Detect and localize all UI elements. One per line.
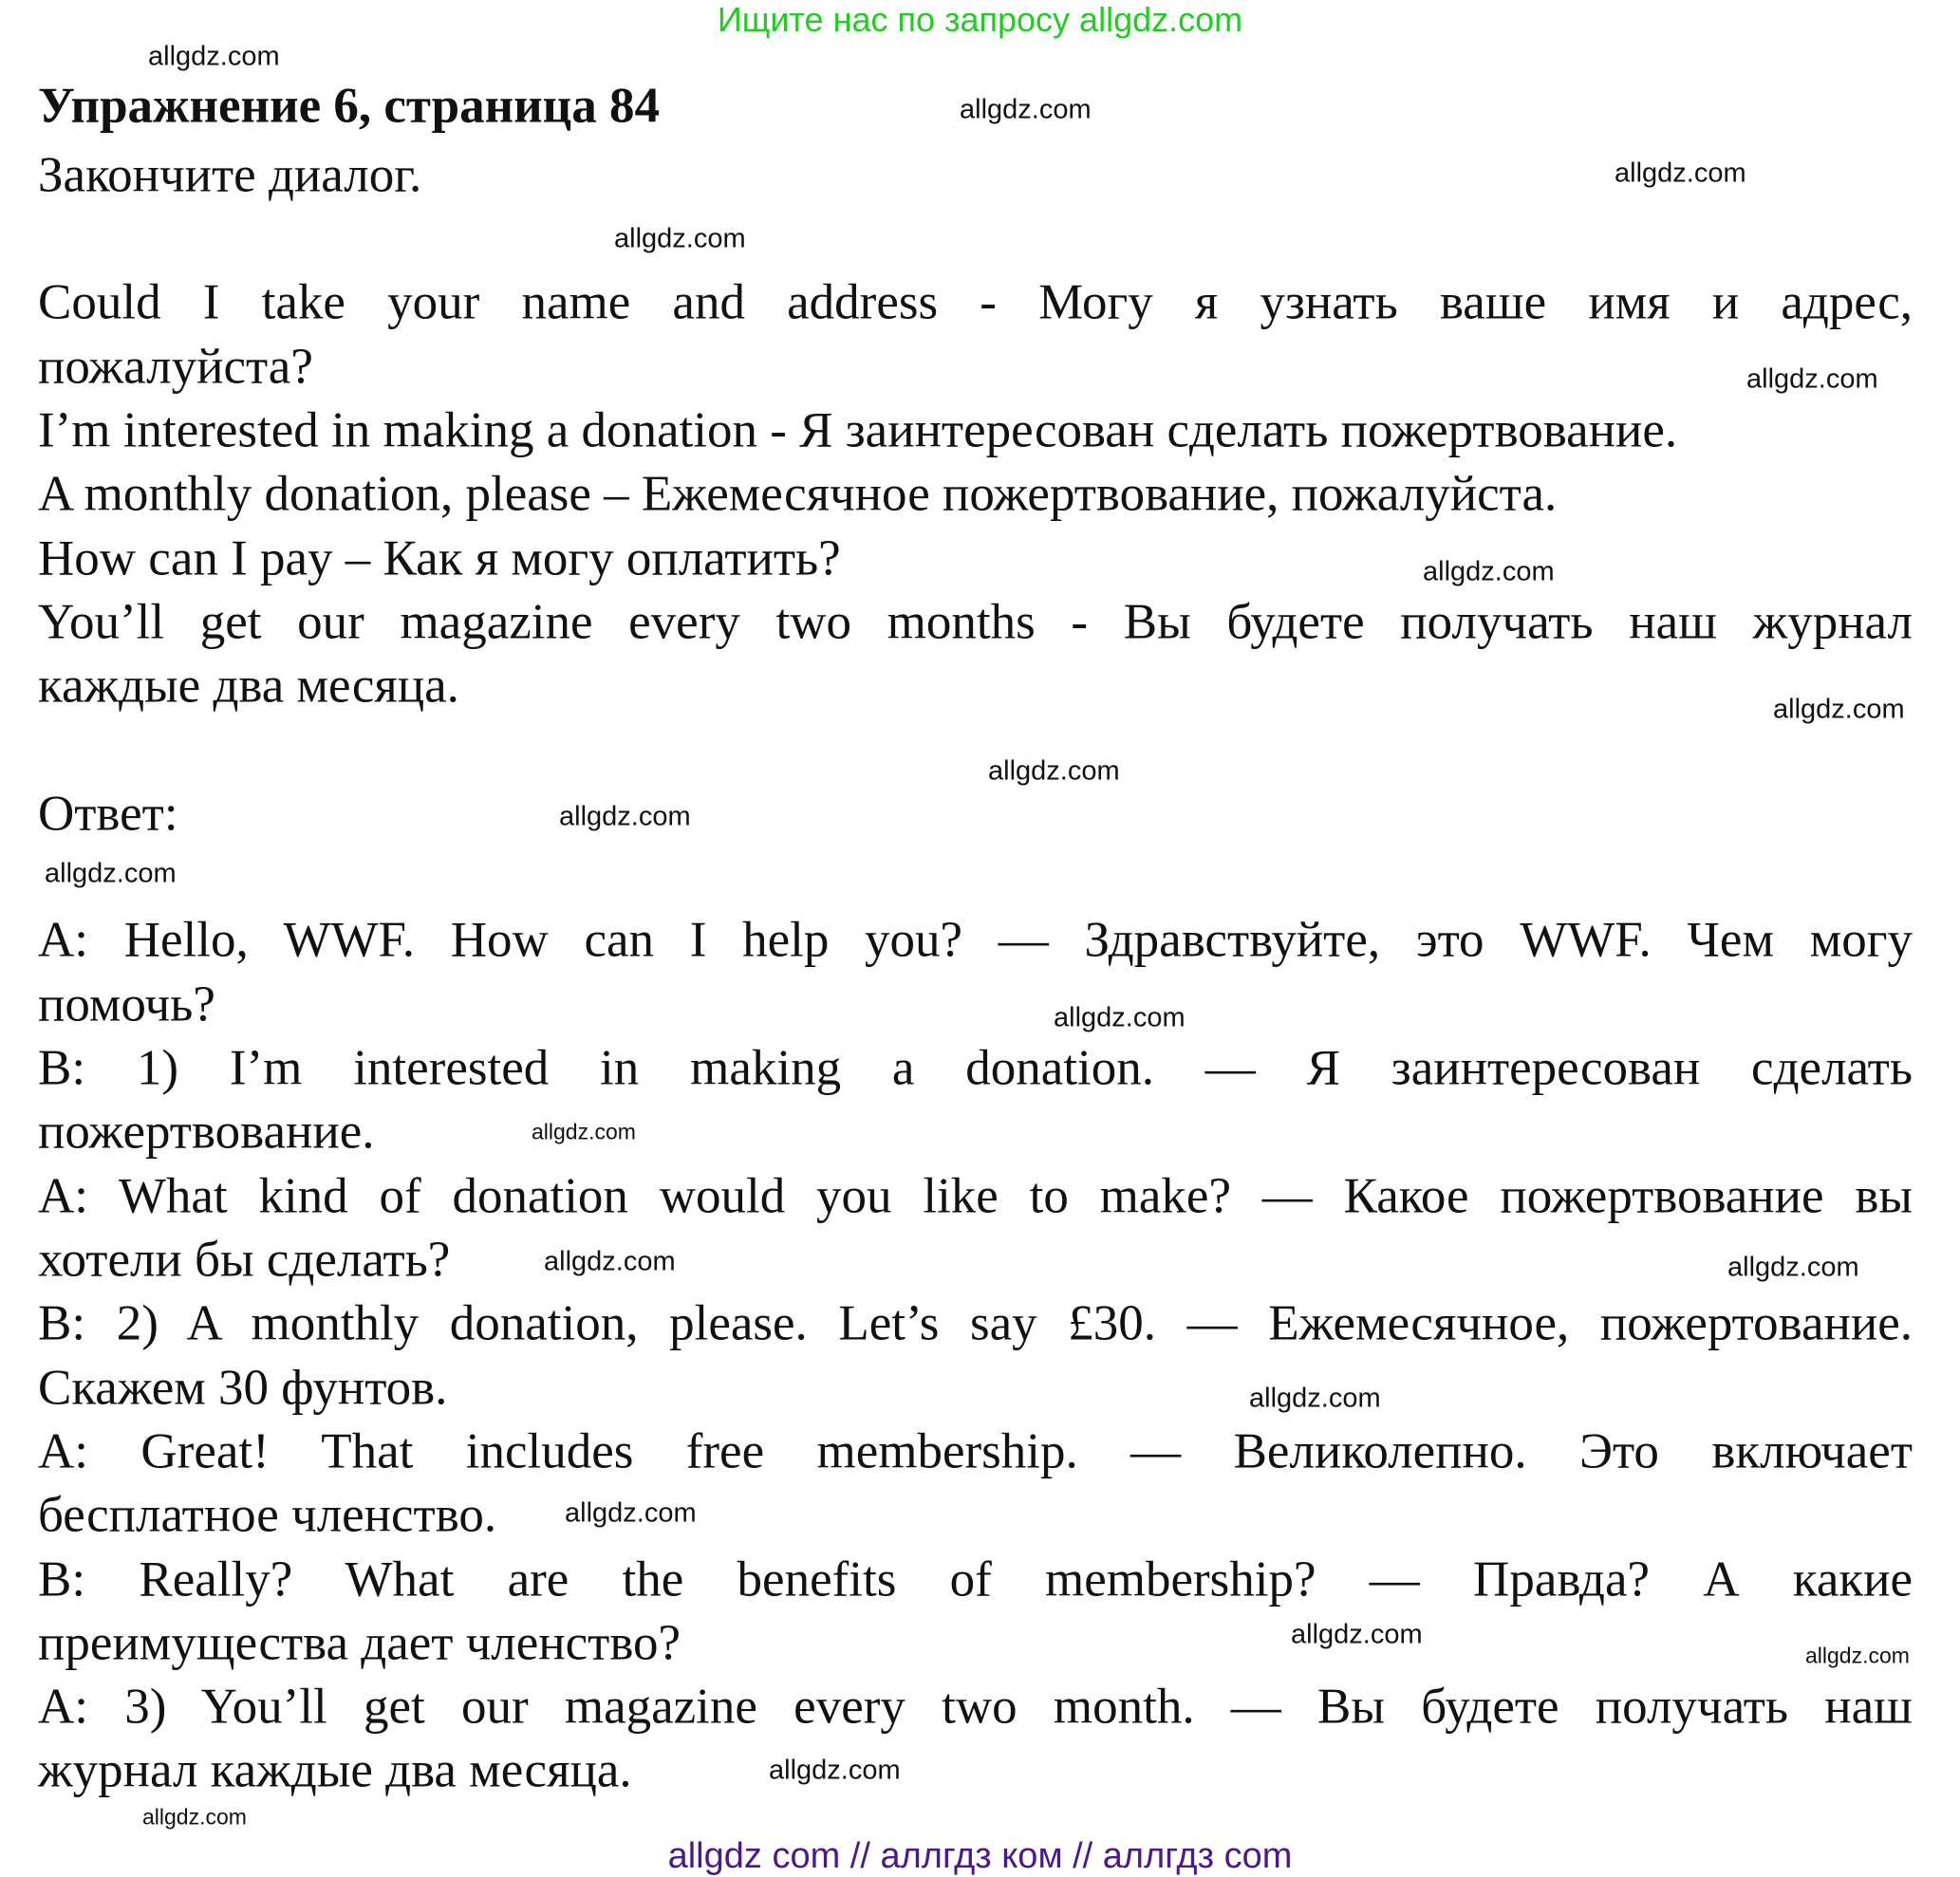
watermark: allgdz.com bbox=[1423, 556, 1555, 587]
watermark: allgdz.com bbox=[1054, 1002, 1185, 1033]
answer-line: бесплатное членство. bbox=[38, 1487, 497, 1543]
watermark: allgdz.com bbox=[988, 755, 1120, 787]
watermark: allgdz.com bbox=[565, 1497, 697, 1529]
page-title: Упражнение 6, страница 84 bbox=[38, 78, 660, 134]
answer-line: A: What kind of donation would you like to make? — Какое пожертвование вы bbox=[38, 1168, 1913, 1224]
watermark: allgdz.com bbox=[1615, 158, 1746, 189]
answer-line: A: Hello, WWF. How can I help you? — Здравствуйте, это WWF. Чем могу bbox=[38, 912, 1913, 968]
watermark: allgdz.com bbox=[1291, 1619, 1423, 1650]
watermark: allgdz.com bbox=[544, 1246, 676, 1277]
watermark: allgdz.com bbox=[769, 1755, 901, 1786]
watermark: allgdz.com bbox=[1746, 363, 1878, 395]
answer-line: журнал каждые два месяца. bbox=[38, 1742, 632, 1798]
footer-links: allgdz com // аллгдз ком // аллгдз com bbox=[667, 1836, 1293, 1876]
phrase-line: You’ll get our magazine every two months - Вы будете получать наш журнал bbox=[38, 594, 1913, 650]
watermark: allgdz.com bbox=[1773, 694, 1905, 725]
watermark: allgdz.com bbox=[614, 223, 746, 254]
phrase-line: пожалуйста? bbox=[38, 339, 313, 395]
answer-label: Ответ: bbox=[38, 786, 178, 842]
answer-line: хотели бы сделать? bbox=[38, 1232, 451, 1288]
answer-line: A: Great! That includes free membership. — Великолепно. Это включает bbox=[38, 1423, 1913, 1479]
watermark: allgdz.com bbox=[142, 1804, 247, 1830]
answer-line: преимущества дает членство? bbox=[38, 1615, 681, 1671]
answer-line: B: 2) A monthly donation, please. Let’s say £30. — Ежемесячное, пожертование. bbox=[38, 1295, 1913, 1351]
answer-line: B: Really? What are the benefits of membership? — Правда? А какие bbox=[38, 1552, 1913, 1608]
watermark: allgdz.com bbox=[45, 858, 177, 889]
answer-line: B: 1) I’m interested in making a donation. — Я заинтересован сделать bbox=[38, 1040, 1913, 1096]
phrase-line: I’m interested in making a donation - Я заинтересован сделать пожертвование. bbox=[38, 402, 1678, 458]
search-banner: Ищите нас по запросу allgdz.com bbox=[717, 0, 1243, 39]
watermark: allgdz.com bbox=[960, 94, 1092, 125]
task-instruction: Закончите диалог. bbox=[38, 147, 422, 203]
watermark: allgdz.com bbox=[1249, 1383, 1381, 1414]
watermark: allgdz.com bbox=[532, 1119, 636, 1144]
phrase-line: A monthly donation, please – Ежемесячное пожертвование, пожалуйста. bbox=[38, 466, 1558, 522]
answer-line: пожертвование. bbox=[38, 1104, 375, 1160]
answer-line: Скажем 30 фунтов. bbox=[38, 1360, 448, 1416]
watermark: allgdz.com bbox=[559, 801, 691, 832]
answer-line: помочь? bbox=[38, 976, 215, 1032]
watermark: allgdz.com bbox=[1727, 1252, 1859, 1283]
watermark: allgdz.com bbox=[1805, 1643, 1910, 1668]
watermark: allgdz.com bbox=[148, 41, 280, 72]
phrase-line: Could I take your name and address - Могу я узнать ваше имя и адрес, bbox=[38, 274, 1913, 330]
phrase-line: каждые два месяца. bbox=[38, 658, 459, 714]
phrase-line: How can I pay – Как я могу оплатить? bbox=[38, 530, 841, 586]
answer-line: A: 3) You’ll get our magazine every two month. — Вы будете получать наш bbox=[38, 1679, 1913, 1735]
